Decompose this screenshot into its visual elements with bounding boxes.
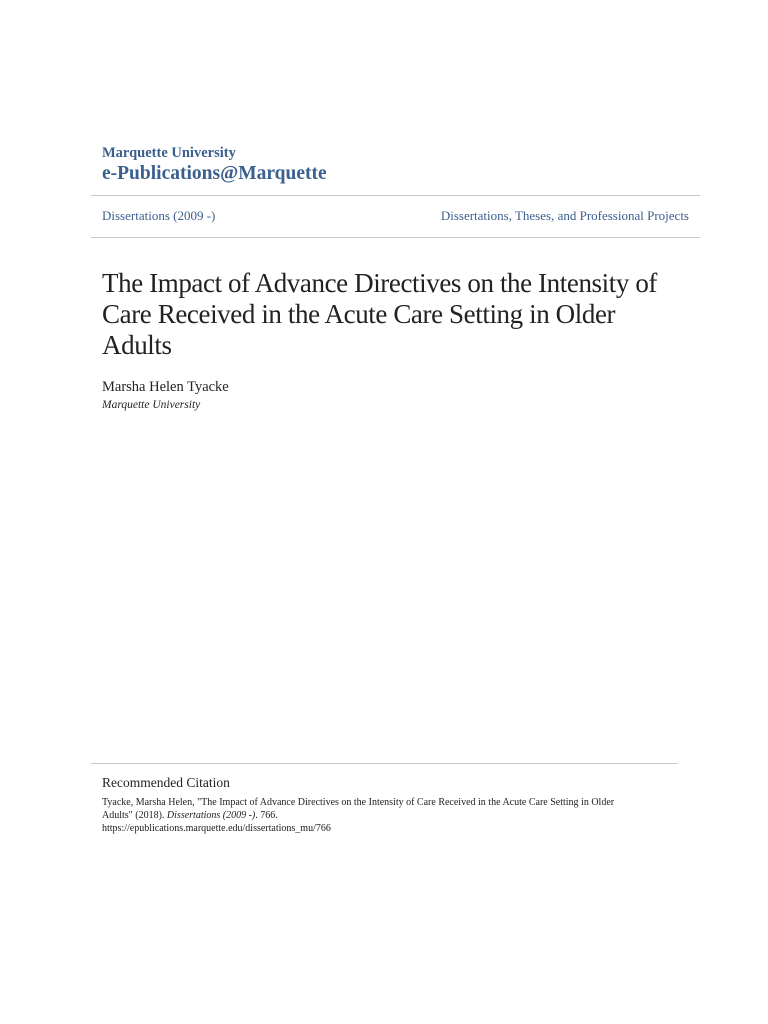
citation-url[interactable]: https://epublications.marquette.edu/dissertations_mu/766 [102, 823, 331, 834]
citation-heading: Recommended Citation [102, 775, 230, 790]
citation-number: . 766. [255, 810, 278, 821]
series-link-collection[interactable]: Dissertations, Theses, and Professional Projects [440, 208, 689, 223]
university-name[interactable]: Marquette University [102, 145, 236, 161]
citation-year: Adults" (2018). [102, 810, 167, 821]
repository-name[interactable]: e-Publications@Marquette [102, 163, 327, 184]
series-link-dissertations[interactable]: Dissertations (2009 -) [102, 208, 216, 223]
divider-top [91, 195, 700, 196]
citation-line-2 [102, 809, 662, 822]
author-name: Marsha Helen Tyacke [102, 379, 229, 395]
repository-branding[interactable] [102, 144, 327, 186]
citation-line-1: Tyacke, Marsha Helen, "The Impact of Advance Directives on the Intensity of Care Received in the Acute Care Setting in Older [102, 797, 615, 808]
document-title: The Impact of Advance Directives on the Intensity of Care Received in the Acute Care Setting in Older Adults [102, 268, 658, 360]
author-affiliation: Marquette University [102, 399, 201, 411]
citation-journal: Dissertations (2009 -) [166, 810, 256, 821]
citation-text [102, 796, 662, 835]
divider-series [91, 237, 700, 238]
divider-citation [91, 763, 678, 764]
